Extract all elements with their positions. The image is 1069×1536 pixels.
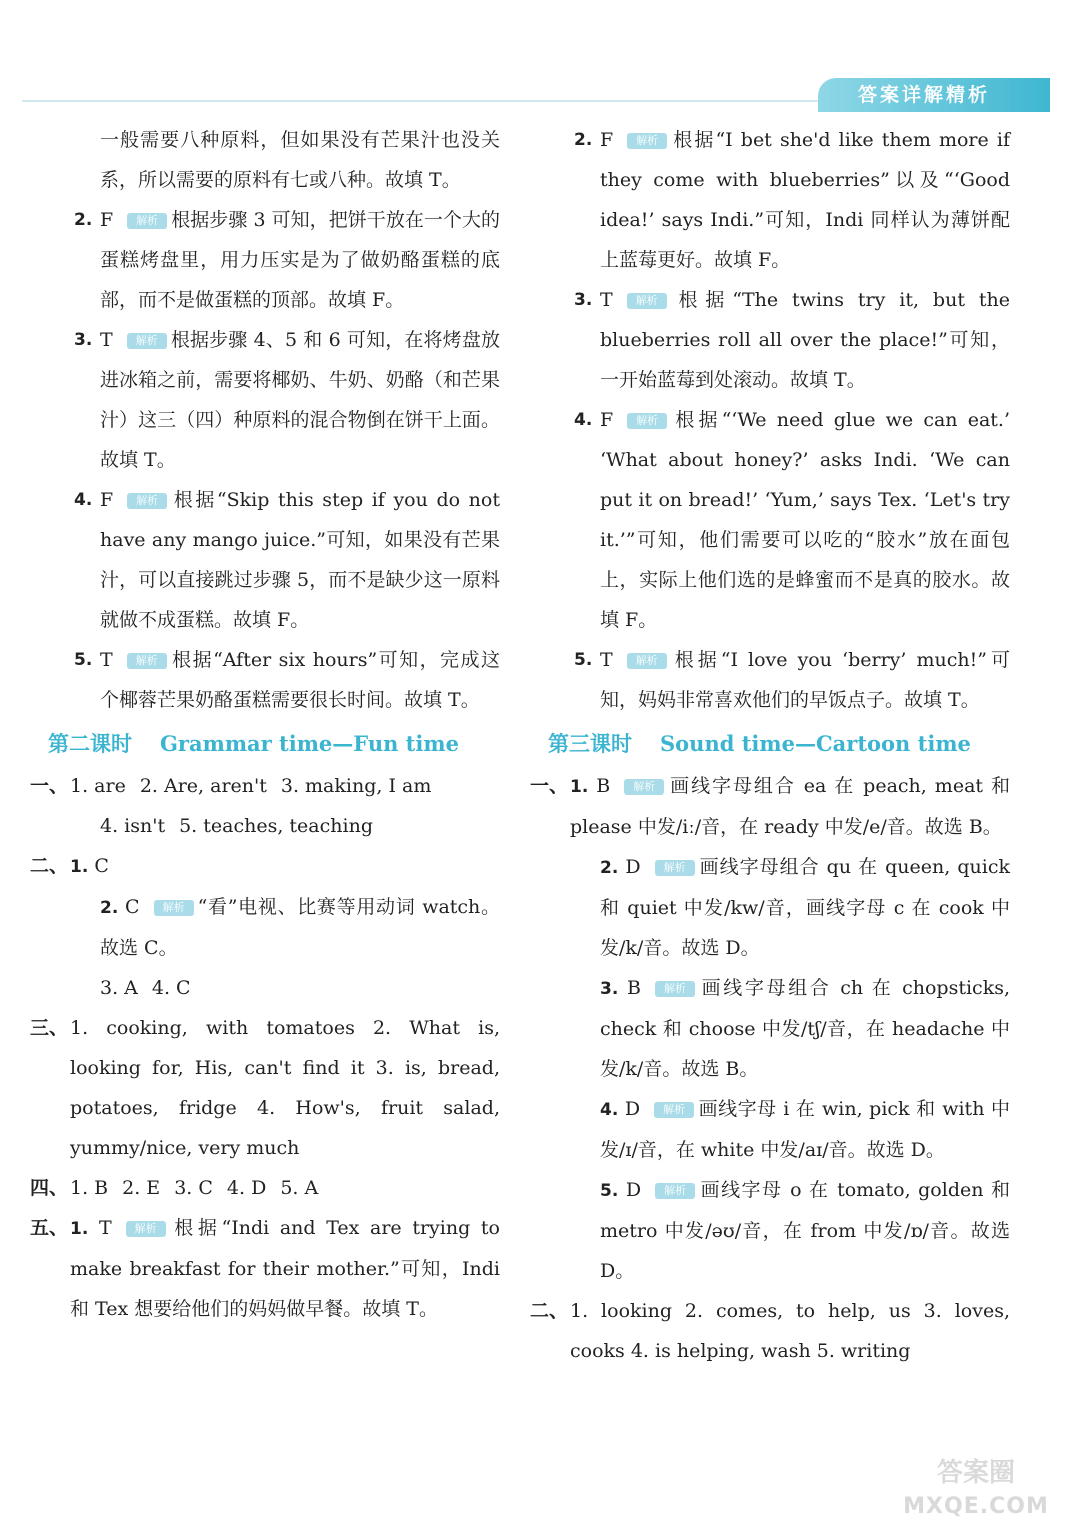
analysis-tag: 解析 (627, 133, 667, 149)
right-answer-list (530, 120, 1010, 720)
answer-item: 4. D 解析 画线字母 i 在 win, pick 和 with 中发/ɪ/音，在 white 中发/aɪ/音。故选 D。 (600, 1098, 1010, 1161)
analysis-tag: 解析 (624, 779, 664, 795)
exercise-group-2: 二、 1. looking 2. comes, to help, us 3. loves, cooks 4. is helping, wash 5. writing (530, 1300, 1010, 1362)
exercise-group-1: 一、 1. B 解析 画线字母组合 ea 在 peach, meat 和 please 中发/iː/音，在 ready 中发/e/音。故选 B。 2. D 解析 画线字母组合 qu 在 queen, quick 和 quiet 中发/kw/音，画线字母 c 在 cook 中发/k/音。故选 D。 3. B 解析 画线字母组合 ch 在 chopsticks, check 和 choose 中发/tʃ/音，在 headache 中发/k/音。故选 B。 4. D 解析 画线字母 i 在 win, pick 和 with 中发/ɪ/音，在 white 中发/aɪ/音。故选 D。 5. D 解析 画线字母 o 在 tomato, golden 和 metro 中发/əʊ/音，在 from 中发/ɒ/音。故选 D。 (530, 766, 1010, 1291)
header-tab: 答案详解精析 (818, 78, 1050, 112)
exercise-group-1: 一、 1. are 2. Are, aren't 3. making, I am 4. isn't 5. teaches, teaching (30, 775, 432, 837)
right-column (530, 120, 1010, 1371)
answer-item: 4. F 解析 根据“‘We need glue we can eat.’ ‘What about honey?’ asks Indi. ‘We can put it on bread!’ ‘Yum,’ says Tex. ‘Let's try it.’”可知，他们需要可以吃的“胶水”放在面包上，实际上他们选的是蜂蜜而不是真的胶水。故填 F。 (574, 409, 1010, 631)
analysis-tag: 解析 (627, 413, 667, 429)
answer-item: 3. T 解析 根据“The twins try it, but the blueberries roll all over the place!”可知，一开始蓝莓到处滚动。故填 T。 (574, 289, 1010, 391)
answer-item: 1. B 解析 画线字母组合 ea 在 peach, meat 和 please 中发/iː/音，在 ready 中发/e/音。故选 B。 (570, 775, 1010, 838)
analysis-tag: 解析 (127, 333, 167, 349)
intro-paragraph: 一般需要八种原料，但如果没有芒果汁也没关系，所以需要的原料有七或八种。故填 T。 (100, 129, 500, 191)
answer-item: 2. F 解析 根据步骤 3 可知，把饼干放在一个大的蛋糕烤盘里，用力压实是为了做奶酪蛋糕的底部，而不是做蛋糕的顶部。故填 F。 (74, 209, 500, 311)
section-title-lesson-3: 第三课时 Sound time—Cartoon time (548, 731, 971, 756)
analysis-tag: 解析 (126, 1221, 166, 1237)
analysis-tag: 解析 (627, 293, 667, 309)
answer-item: 5. D 解析 画线字母 o 在 tomato, golden 和 metro 中发/əʊ/音，在 from 中发/ɒ/音。故选 D。 (600, 1179, 1010, 1282)
left-column (30, 120, 500, 1329)
answer-item: 5. T 解析 根据“After six hours”可知，完成这个椰蓉芒果奶酪蛋糕需要很长时间。故填 T。 (74, 649, 500, 711)
analysis-tag: 解析 (654, 1102, 694, 1118)
analysis-tag: 解析 (127, 653, 167, 669)
answer-item: 4. F 解析 根据“Skip this step if you do not have any mango juice.”可知，如果没有芒果汁，可以直接跳过步骤 5，而不是缺少这一原料就做不成蛋糕。故填 F。 (74, 489, 500, 631)
answer-item: 2. D 解析 画线字母组合 qu 在 queen, quick 和 quiet 中发/kw/音，画线字母 c 在 cook 中发/k/音。故选 D。 (600, 856, 1010, 959)
analysis-tag: 解析 (154, 900, 194, 916)
analysis-tag: 解析 (655, 981, 695, 997)
analysis-tag: 解析 (127, 213, 167, 229)
analysis-tag: 解析 (655, 1183, 695, 1199)
watermark-logo: 答案圈 MXQE.COM (903, 1458, 1049, 1519)
analysis-tag: 解析 (127, 493, 167, 509)
section-title-lesson-2: 第二课时 Grammar time—Fun time (48, 731, 459, 756)
exercise-group-2: 二、 1. C 2. C 解析 “看”电视、比赛等用动词 watch。故选 C。 3. A 4. C (30, 855, 500, 999)
analysis-tag: 解析 (627, 653, 667, 669)
answer-item: 5. T 解析 根据“I love you ‘berry’ much!”可知，妈妈非常喜欢他们的早饭点子。故填 T。 (574, 649, 1010, 711)
answer-item: 2. F 解析 根据“I bet she'd like them more if they come with blueberries”以及“‘Good idea!’ says Indi.”可知，Indi 同样认为薄饼配上蓝莓更好。故填 F。 (574, 129, 1010, 271)
exercise-group-4: 四、 1. B 2. E 3. C 4. D 5. A (30, 1177, 319, 1199)
answer-item: 3. B 解析 画线字母组合 ch 在 chopsticks, check 和 choose 中发/tʃ/音，在 headache 中发/k/音。故选 B。 (600, 977, 1010, 1080)
exercise-group-5: 五、 1. T 解析 根据“Indi and Tex are trying to make breakfast for their mother.”可知，Indi 和 Tex 想要给他们的妈妈做早餐。故填 T。 (30, 1217, 500, 1320)
analysis-tag: 解析 (655, 860, 695, 876)
left-answer-list (30, 200, 500, 720)
header-divider (22, 100, 822, 102)
exercise-group-3: 三、 1. cooking, with tomatoes 2. What is, looking for, His, can't find it 3. is, bread, potatoes, fridge 4. How's, fruit salad, yummy/nice, very much (30, 1017, 500, 1159)
answer-item: 3. T 解析 根据步骤 4、5 和 6 可知，在将烤盘放进冰箱之前，需要将椰奶、牛奶、奶酪（和芒果汁）这三（四）种原料的混合物倒在饼干上面。故填 T。 (74, 329, 500, 471)
